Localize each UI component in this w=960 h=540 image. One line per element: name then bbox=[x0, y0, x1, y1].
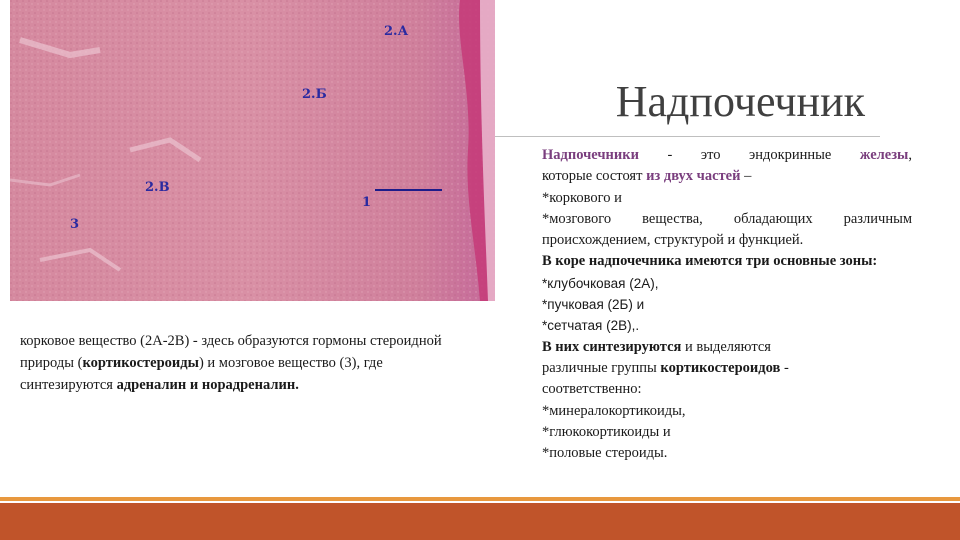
label-2a: 2.А bbox=[384, 24, 409, 39]
zones-heading: В коре надпочечника имеются три основные зоны: bbox=[542, 253, 878, 270]
title-divider bbox=[495, 136, 880, 137]
label-2v: 2.В bbox=[145, 180, 170, 195]
zone-item-2a: *клубочковая (2А), bbox=[542, 275, 659, 291]
label-1: 1 bbox=[362, 195, 372, 210]
slide-title: Надпочечник bbox=[615, 77, 865, 126]
synthesis-line-cont: различные группы кортикостероидов - bbox=[542, 359, 789, 376]
paragraph-definition: Надпочечники - это эндокринные железы, bbox=[542, 147, 912, 163]
synthesis-line-end: соответственно: bbox=[542, 381, 642, 398]
label-3: 3 bbox=[70, 217, 80, 232]
right-text-block bbox=[542, 145, 912, 464]
list-item-medulla-cont: происхождением, структурой и функцией. bbox=[542, 232, 804, 249]
bottom-accent-line bbox=[0, 497, 960, 501]
paragraph-definition-cont: которые состоят из двух частей – bbox=[542, 168, 752, 185]
list-item-cortex: *коркового и bbox=[542, 189, 622, 206]
synthesis-line: В них синтезируются и выделяются bbox=[542, 338, 771, 355]
caption-text: корковое вещество (2А-2В) - здесь образуются гормоны стероидной природы (кортикостероиды) и мозговое вещество (3), где синтезируются адреналин и норадреналин. bbox=[20, 333, 442, 393]
bottom-bar bbox=[0, 503, 960, 540]
list-item-medulla: *мозгового вещества, обладающих различным bbox=[542, 210, 912, 227]
zone-item-2v: *сетчатая (2В),. bbox=[542, 318, 640, 334]
hormone-item-glucocorticoids: *глюкокортикоиды и bbox=[542, 423, 671, 440]
adrenal-micrograph bbox=[10, 0, 495, 301]
zone-item-2b: *пучковая (2Б) и bbox=[542, 297, 645, 313]
label-2b: 2.Б bbox=[302, 87, 327, 102]
hormone-item-sex-steroids: *половые стероиды. bbox=[542, 445, 668, 462]
hormone-item-mineralocorticoids: *минералокортикоиды, bbox=[542, 402, 686, 419]
